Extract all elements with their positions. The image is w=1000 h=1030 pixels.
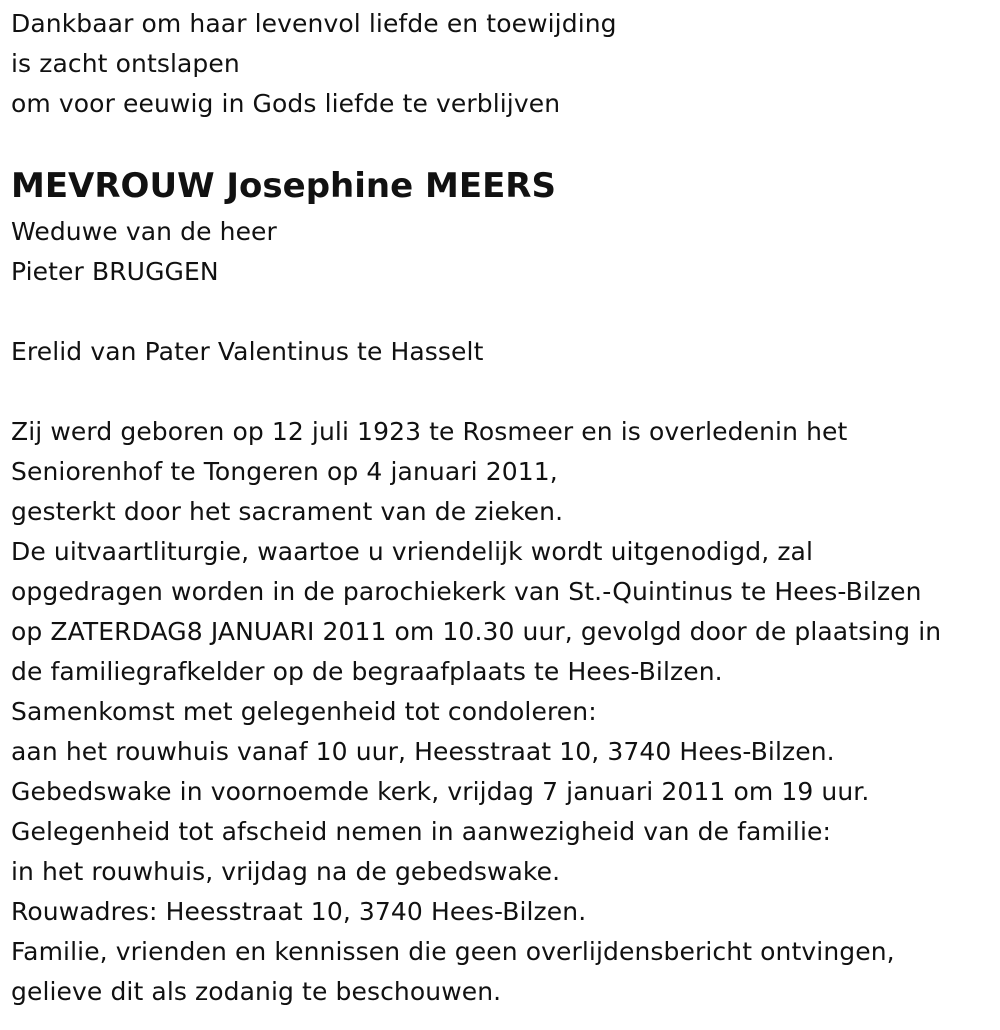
intro-line: om voor eeuwig in Gods liefde te verblijven	[11, 89, 561, 118]
body-line: opgedragen worden in de parochiekerk van St.-Quintinus te Hees-Bilzen	[11, 577, 922, 606]
body-line: de familiegrafkelder op de begraafplaats te Hees-Bilzen.	[11, 657, 723, 686]
body-line: Gelegenheid tot afscheid nemen in aanwezigheid van de familie:	[11, 817, 832, 846]
deceased-name: MEVROUW Josephine MEERS	[11, 166, 556, 206]
body-line: Rouwadres: Heesstraat 10, 3740 Hees-Bilzen.	[11, 897, 587, 926]
body-line: Gebedswake in voornoemde kerk, vrijdag 7 januari 2011 om 19 uur.	[11, 777, 870, 806]
body-line: in het rouwhuis, vrijdag na de gebedswake.	[11, 857, 561, 886]
body-line: Samenkomst met gelegenheid tot condoleren:	[11, 697, 597, 726]
body-line: Seniorenhof te Tongeren op 4 januari 2011,	[11, 457, 558, 486]
body-line: Familie, vrienden en kennissen die geen overlijdensbericht ontvingen,	[11, 937, 895, 966]
body-line: aan het rouwhuis vanaf 10 uur, Heesstraat 10, 3740 Hees-Bilzen.	[11, 737, 835, 766]
body-line: De uitvaartliturgie, waartoe u vriendelijk wordt uitgenodigd, zal	[11, 537, 814, 566]
intro-line: Dankbaar om haar levenvol liefde en toewijding	[11, 9, 617, 38]
body-line: Zij werd geboren op 12 juli 1923 te Rosmeer en is overledenin het	[11, 417, 848, 446]
body-line: gesterkt door het sacrament van de zieken.	[11, 497, 564, 526]
honor-line: Erelid van Pater Valentinus te Hasselt	[11, 337, 484, 366]
spouse-line: Pieter BRUGGEN	[11, 257, 219, 286]
spouse-line: Weduwe van de heer	[11, 217, 277, 246]
body-line: op ZATERDAG8 JANUARI 2011 om 10.30 uur, gevolgd door de plaatsing in	[11, 617, 942, 646]
intro-line: is zacht ontslapen	[11, 49, 240, 78]
body-line: gelieve dit als zodanig te beschouwen.	[11, 977, 502, 1006]
